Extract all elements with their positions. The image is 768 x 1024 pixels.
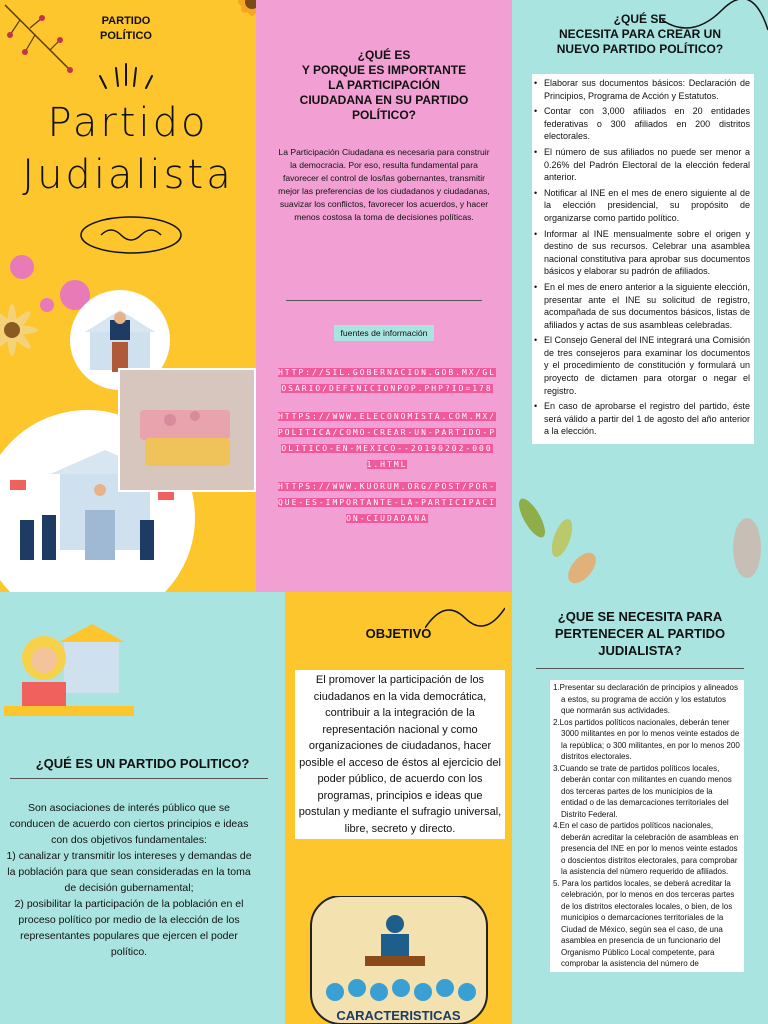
heading-line: NUEVO PARTIDO POLÍTICO? [556,42,724,56]
list-item: • Contar con 3,000 afiliados en 20 entidades federativas o 300 afiliados en 200 distritos electorales. [532,105,750,143]
conference-speaker-icon [285,896,512,1024]
objective-heading: OBJETIVO [365,626,432,641]
list-item: 2.Los partidos políticos nacionales, deberán tener 3000 militantes en por lo menos veinte estados de la república; o 300 militantes, en por lo menos 200 distritos electorales. [553,717,740,761]
source-link[interactable]: HTTP://SIL.GOBERNACION.GOB.MX/GLOSARIO/DEFINICIONPOP.PHP?ID=178 [277,368,497,393]
objective-box [295,670,505,839]
sunflower-icon [0,300,42,360]
woman-government-icon [4,618,134,718]
list-item: • El número de sus afiliados no puede ser menor a 0.26% del Padrón Electoral de la elección federal anterior. [532,146,750,184]
panel-membership [512,592,768,1024]
divider [286,300,482,301]
requirements-box [532,74,754,444]
list-item: • Informar al INE mensualmente sobre el origen y destino de sus recursos. Celebrar una asamblea nacional constitutiva para aprobar sus documentos básicos y elaborar su padrón de afiliados. [532,228,750,278]
title-line-1: Partido [47,100,209,146]
pink-dot-decor [40,298,54,312]
panel-what-is-party [0,592,285,1024]
characteristics-heading: CARACTERISTICAS [336,1008,461,1023]
party-label: PARTIDO POLÍTICO [100,15,152,42]
requirements-list [532,77,750,438]
flower-soap-photo [118,368,256,492]
list-item: • En el mes de enero anterior a la siguiente elección, presentar ante el INE su solicitud de registro, acompañada de sus documentos básicos, listas de afiliados y actas de sus asambleas celebradas. [532,281,750,331]
list-item: 5. Para los partidos locales, se deberá acreditar la celebración, por lo menos en dos terceras partes de los distritos electorales locales, o bien, de los municipios o demarcaciones territoriales de la Ciudad de México, según sea el caso, de una asamblea en presencia de un funcionario del Organismo Público Local competente, para comprobar la asistencia del número de [553,878,735,968]
panel-objective [285,592,512,1024]
divider [536,668,744,669]
participation-body: La Participación Ciudadana es necesaria para construir la democracia. Por eso, resulta fundamental para favorecer el control de los/las gobernantes, transmitir mejor las preferencias de los ciudadanos y ciudadanas, suavizar los conflictos, favorecer los acuerdos, y hacer menos costosa la toma de decisiones políticas. [278,147,490,222]
source-link[interactable]: HTTPS://WWW.KUORUM.ORG/POST/POR-QUE-ES-IMPORTANTE-LA-PARTICIPACION-CIUDADANA [277,482,497,523]
divider [10,778,268,779]
participation-heading [266,48,502,123]
pink-dot-decor [10,255,34,279]
title-line-2: Judialista [22,152,234,198]
leaves-decor-icon [512,478,768,592]
panel-party-cover [0,0,256,592]
burst-lines-icon [96,60,156,90]
panel-create-party [512,0,768,592]
source-link-wrap [276,408,498,472]
create-party-heading [512,12,768,57]
heading-line: NECESITA PARA CREAR UN [558,27,721,41]
heading-line: ¿QUÉ ES [357,48,411,62]
heading-line: Y PORQUE ES IMPORTANTE [301,63,467,77]
sources-label: fuentes de información [334,325,434,341]
definition-item: 2) posibilitar la participación de la población en el proceso político por medio de la elección de los representantes populares que ejercen el poder político. [14,898,244,958]
heading-line: LA PARTICIPACIÓN [328,78,440,92]
heading-line: POLÍTICO? [352,108,416,122]
source-link[interactable]: HTTPS://WWW.ELECONOMISTA.COM.MX/POLITICA/COMO-CREAR-UN-PARTIDO-POLITICO-EN-MEXICO--20190202-0001.HTML [277,412,497,469]
objective-body: El promover la participación de los ciudadanos en la vida democrática, contribuir a la integración de la representación nacional y como organizaciones de ciudadanos, hacer posible el acceso de éstos al ejercicio del poder público, de acuerdo con los programas, principios e ideas que postulan y mediante el sufragio universal, libre, secreto y directo. [298,674,502,835]
list-item: • Notificar al INE en el mes de enero siguiente al de la elección presidencial, su propósito de organizarse como partido político. [532,187,750,225]
list-item: 3.Cuando se trate de partidos políticos locales, deberán contar con militantes en cuando menos dos terceras partes de los municipios de la entidad o de las demarcaciones territoriales del Distrito Federal. [553,763,732,819]
heading-line: PERTENECER AL PARTIDO [554,626,726,641]
membership-list [553,682,741,970]
heading-line: ¿QUÉ SE [613,12,667,26]
definition-body [6,800,252,960]
heading-line: CIUDADANA EN SU PARTIDO [299,93,469,107]
floral-branch-icon [0,0,90,80]
list-item: 1.Presentar su declaración de principios y alineados a estos, su programa de acción y los estatutos que normarán sus actividades. [553,683,738,715]
definition-intro: Son asociaciones de interés público que se conducen de acuerdo con ciertos principios e ideas con dos objetivos fundamentales: [9,802,249,846]
section-heading: ¿QUÉ ES UN PARTIDO POLITICO? [35,756,250,771]
source-link-wrap [276,364,498,396]
heading-line: JUDIALISTA? [598,643,682,658]
sunflower-icon [222,0,256,42]
source-link-wrap [276,478,498,526]
definition-item: 1) canalizar y transmitir los intereses y demandas de la población para que sean consideradas en la toma de decisión gubernamental; [6,850,252,894]
squiggle-oval-icon [76,212,186,258]
list-item: • Elaborar sus documentos básicos: Declaración de Principios, Programa de Acción y Estatutos. [532,77,750,102]
list-item: • El Consejo General del INE integrará una Comisión de tres consejeros para examinar los documentos y el procedimiento de constitución y formulará un proyecto de dictamen para otorgar o negar el registro. [532,334,750,397]
membership-box [550,680,744,972]
list-item: • En caso de aprobarse el registro del partido, éste será válido a partir del 1 de agosto del año anterior a la elección. [532,400,750,438]
membership-heading [512,608,768,659]
list-item: 4.En el caso de partidos políticos nacionales, deberán acreditar la celebración de asambleas en presencia del INE en por lo menos veinte estados o doscientos distritos electorales, para comprobar la asistencia del número requerido de afiliados. [553,821,739,876]
heading-line: ¿QUE SE NECESITA PARA [557,609,723,624]
